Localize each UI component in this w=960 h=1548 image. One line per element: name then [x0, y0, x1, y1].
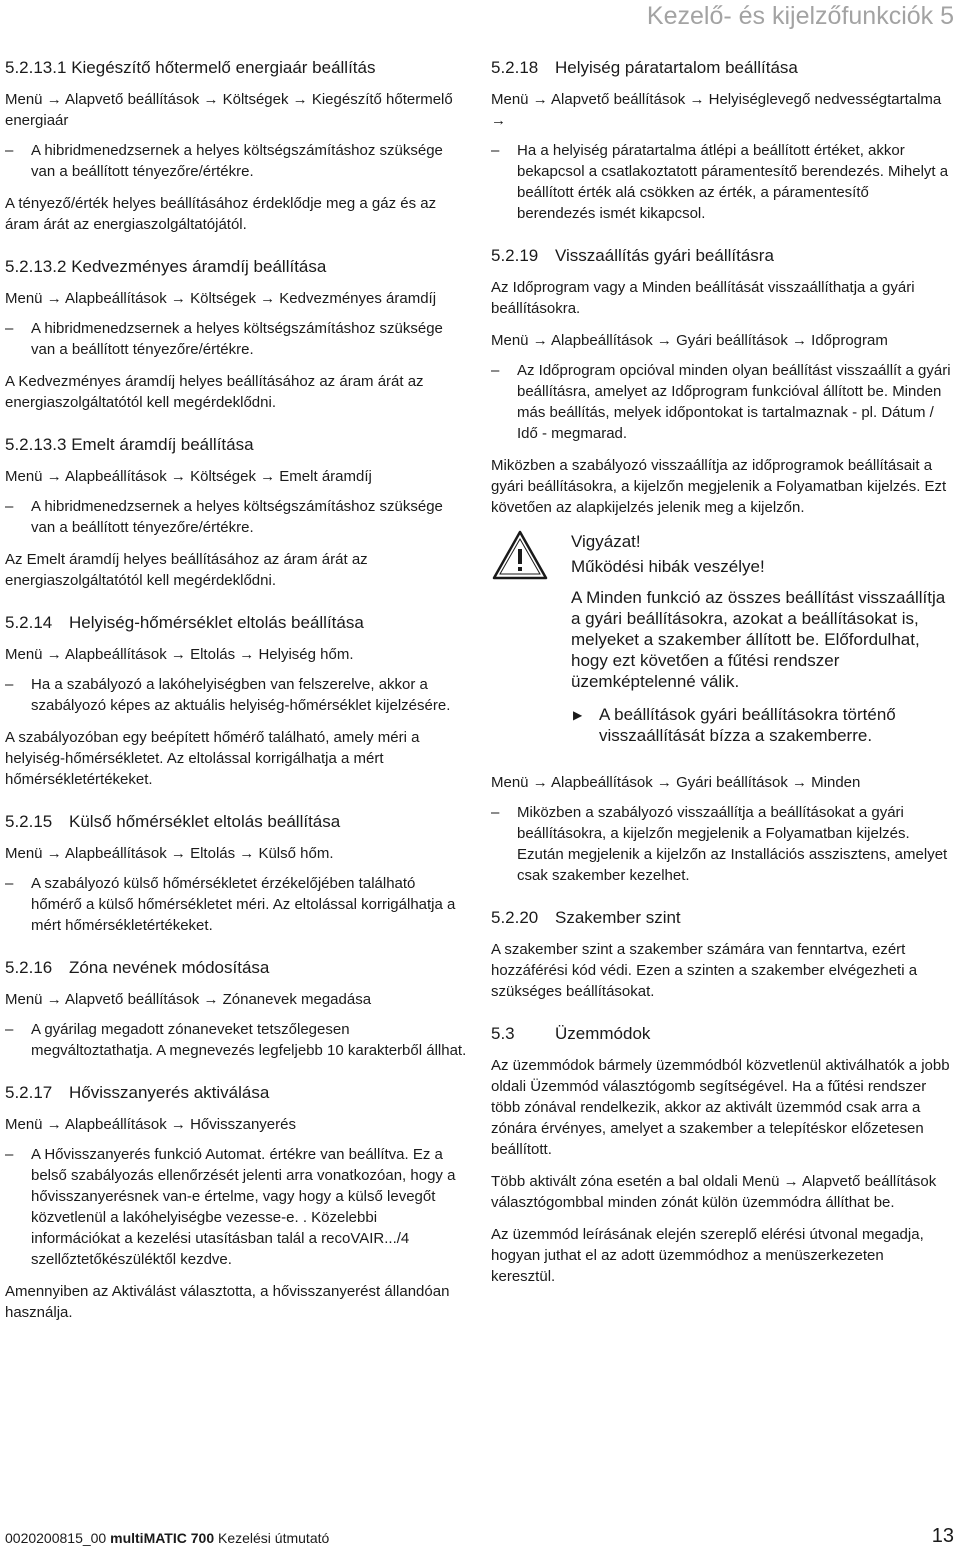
dash-item: – A szabályozó külső hőmérsékletet érzékelőjében található hőmérő a külső hőmérsékletet méri. Az eltolással korrigálhatja a mért hőmérsékletértékeket. [5, 873, 469, 936]
dash-item: – Miközben a szabályozó visszaállítja a beállításokat a gyári beállításokra, a kijelzőn megjelenik a Folyamatban kijelzés. Ezután megjelenik a kijelzőn az Installációs asszisztens, amelyet csak szakember kezelhet. [491, 802, 951, 886]
section-number: 5.2.14 [5, 613, 53, 632]
section-title: Kedvezményes áramdíj beállítása [71, 257, 327, 276]
section-5-2-15 [5, 812, 469, 936]
section-heading [5, 435, 469, 455]
section-5-3 [491, 1024, 951, 1287]
doc-title: Kezelési útmutató [218, 1530, 330, 1546]
section-number: 5.3 [491, 1024, 515, 1043]
footer-document-info [5, 1530, 329, 1546]
dash-item: – A gyárilag megadott zónaneveket tetszőlegesen megváltoztathatja. A megnevezés legfeljebb 10 karakterből állhat. [5, 1019, 469, 1061]
section-number: 5.2.16 [5, 958, 53, 977]
chapter-header: Kezelő- és kijelzőfunkciók 5 [646, 2, 954, 30]
section-heading [491, 58, 951, 78]
section-5-2-13-2 [5, 257, 469, 413]
section-5-2-13-3 [5, 435, 469, 591]
body-text: Több aktivált zóna esetén a bal oldali Menü → Alapvető beállítások választógombbal minden zónát külön üzemmódra állíthat be. [491, 1173, 937, 1211]
section-number: 5.2.13.1 [5, 58, 67, 77]
dash-item: – Az Időprogram opcióval minden olyan beállítást visszaállít a gyári beállításra, amelyet az Időprogram funkcióval állított be. Minden más beállítás, melyek időpontokat is tartalmaznak - pl. Dátum / Idő - megmarad. [491, 360, 951, 444]
dash-item: – A hibridmenedzsernek a helyes költségszámításhoz szüksége van a beállított tényezőre/értékre. [5, 318, 469, 360]
dash-item: – A hibridmenedzsernek a helyes költségszámításhoz szüksége van a beállított tényezőre/értékre. [5, 140, 469, 182]
section-5-2-14 [5, 613, 469, 790]
section-title: Kiegészítő hőtermelő energiaár beállítás [71, 58, 376, 77]
product-name: multiMATIC 700 [110, 1530, 215, 1546]
menu-path: Menü → Alapbeállítások → Eltolás → Helyiség hőm. [5, 646, 354, 663]
menu-path: Menü → Alapbeállítások → Költségek → Emelt áramdíj [5, 468, 372, 485]
body-text: A szabályozóban egy beépített hőmérő található, amely méri a helyiség-hőmérsékletet. Az eltolással korrigálhatja a mért hőmérsékletértékeket. [5, 729, 420, 788]
section-number: 5.2.17 [5, 1083, 53, 1102]
warning-action: ▶ A beállítások gyári beállításokra történő visszaállítását bízza a szakemberre. [571, 704, 951, 746]
dash-item: – Ha a szabályozó a lakóhelyiségben van felszerelve, akkor a szabályozó képes az aktuális helyiség-hőmérséklet kijelzésére. [5, 674, 469, 716]
section-title: Emelt áramdíj beállítása [71, 435, 254, 454]
doc-code: 0020200815_00 [5, 1530, 107, 1546]
section-number: 5.2.15 [5, 812, 53, 831]
section-heading [5, 257, 469, 277]
menu-path: Menü → Alapvető beállítások → Helyiséglevegő nedvességtartalma → [491, 91, 942, 129]
section-heading [5, 958, 469, 978]
menu-path: Menü → Alapbeállítások → Költségek → Kedvezményes áramdíj [5, 290, 437, 307]
body-text: A tényező/érték helyes beállításához érdeklődje meg a gáz és az áram árát az energiaszolgáltatójától. [5, 195, 437, 233]
menu-path: Menü → Alapbeállítások → Eltolás → Külső hőm. [5, 845, 334, 862]
section-5-2-19 [491, 246, 951, 886]
warning-title: Vigyázat! [571, 532, 641, 551]
section-heading [5, 613, 469, 633]
body-text: Az üzemmód leírásának elején szereplő elérési útvonal megadja, hogyan juthat el az adott üzemmódhoz a menüszerkezeten keresztül. [491, 1226, 924, 1285]
section-number: 5.2.18 [491, 58, 539, 77]
warning-box [491, 529, 951, 746]
section-title: Visszaállítás gyári beállításra [555, 246, 774, 265]
section-number: 5.2.13.3 [5, 435, 67, 454]
section-number: 5.2.19 [491, 246, 539, 265]
body-text: Miközben a szabályozó visszaállítja az időprogramok beállításait a gyári beállításokra, a kijelzőn megjelenik a Folyamatban kijelzés. Ezt követően az alapkijelzés jelenik meg a kijelzőn. [491, 457, 947, 516]
menu-path: Menü → Alapbeállítások → Gyári beállítások → Időprogram [491, 332, 888, 349]
section-title: Zóna nevének módosítása [69, 958, 270, 977]
section-heading [491, 1024, 951, 1044]
section-title: Szakember szint [555, 908, 681, 927]
warning-text: A Minden funkció az összes beállítást visszaállítja a gyári beállításokra, azokat a beállításokat is, melyeket a szakember állított be. Előfordulhat, hogy ezt követően a fűtési rendszer üzemképtelenné válik. [571, 588, 946, 691]
section-heading [5, 1083, 469, 1103]
menu-path: Menü → Alapvető beállítások → Zónanevek megadása [5, 991, 372, 1008]
section-number: 5.2.20 [491, 908, 539, 927]
menu-path: Menü → Alapbeállítások → Hővisszanyerés [5, 1116, 296, 1133]
section-number: 5.2.13.2 [5, 257, 67, 276]
right-column [491, 58, 951, 1309]
warning-subtitle: Működési hibák veszélye! [571, 557, 765, 576]
section-5-2-13-1 [5, 58, 469, 235]
section-title: Külső hőmérséklet eltolás beállítása [69, 812, 341, 831]
section-title: Hővisszanyerés aktiválása [69, 1083, 270, 1102]
dash-item: – A Hővisszanyerés funkció Automat. értékre van beállítva. Ez a belső szabályozás ellenőrzését jelenti arra vonatkozóan, hogy a hővisszanyerésnek van-e értelme, vagy hogy a külső levegőt közvetlenül a lakóhelyiségbe vezesse-e. . Közelebbi információkat a kezelési utasításban talál a recoVAIR.../4 szellőztetőkészüléktől kezdve. [5, 1144, 469, 1270]
menu-path: Menü → Alapbeállítások → Gyári beállítások → Minden [491, 774, 861, 791]
body-text: A szakember szint a szakember számára van fenntartva, ezért hozzáférési kód védi. Ezen a szinten a szakember elvégezheti a szükséges beállításokat. [491, 941, 918, 1000]
dash-item: – A hibridmenedzsernek a helyes költségszámításhoz szüksége van a beállított tényezőre/értékre. [5, 496, 469, 538]
body-text: Az Időprogram vagy a Minden beállítását visszaállíthatja a gyári beállításokra. [491, 279, 915, 317]
section-heading [491, 246, 951, 266]
warning-triangle-icon [491, 529, 549, 581]
section-5-2-20 [491, 908, 951, 1002]
section-heading [5, 812, 469, 832]
page-number: 13 [931, 1525, 954, 1547]
left-column [5, 58, 469, 1345]
body-text: A Kedvezményes áramdíj helyes beállításához az áram árát az energiaszolgáltatótól kell megérdeklődni. [5, 373, 424, 411]
body-text: Amennyiben az Aktiválást választotta, a hővisszanyerést állandóan használja. [5, 1283, 450, 1321]
section-5-2-17 [5, 1083, 469, 1323]
section-5-2-18 [491, 58, 951, 224]
body-text: Az Emelt áramdíj helyes beállításához az áram árát az energiaszolgáltatótól kell megérdeklődni. [5, 551, 368, 589]
section-title: Helyiség-hőmérséklet eltolás beállítása [69, 613, 364, 632]
body-text: Az üzemmódok bármely üzemmódból közvetlenül aktiválhatók a jobb oldali Üzemmód választógomb segítségével. Ha a fűtési rendszer több zónával rendelkezik, akkor az aktivált üzemmód csak arra a zónára érvényes, amelyet a szakember a telepítéskor előzetesen beállított. [491, 1057, 950, 1158]
section-heading [5, 58, 469, 78]
menu-path: Menü → Alapvető beállítások → Költségek → Kiegészítő hőtermelő energiaár [5, 91, 453, 129]
section-title: Üzemmódok [555, 1024, 651, 1043]
dash-item: – Ha a helyiség páratartalma átlépi a beállított értéket, akkor bekapcsol a csatlakoztatott páramentesítő berendezés. Mihelyt a beállított érték alá csökken az érték, a páramentesítő berendezés ismét kikapcsol. [491, 140, 951, 224]
section-5-2-16 [5, 958, 469, 1061]
section-heading [491, 908, 951, 928]
section-title: Helyiség páratartalom beállítása [555, 58, 798, 77]
